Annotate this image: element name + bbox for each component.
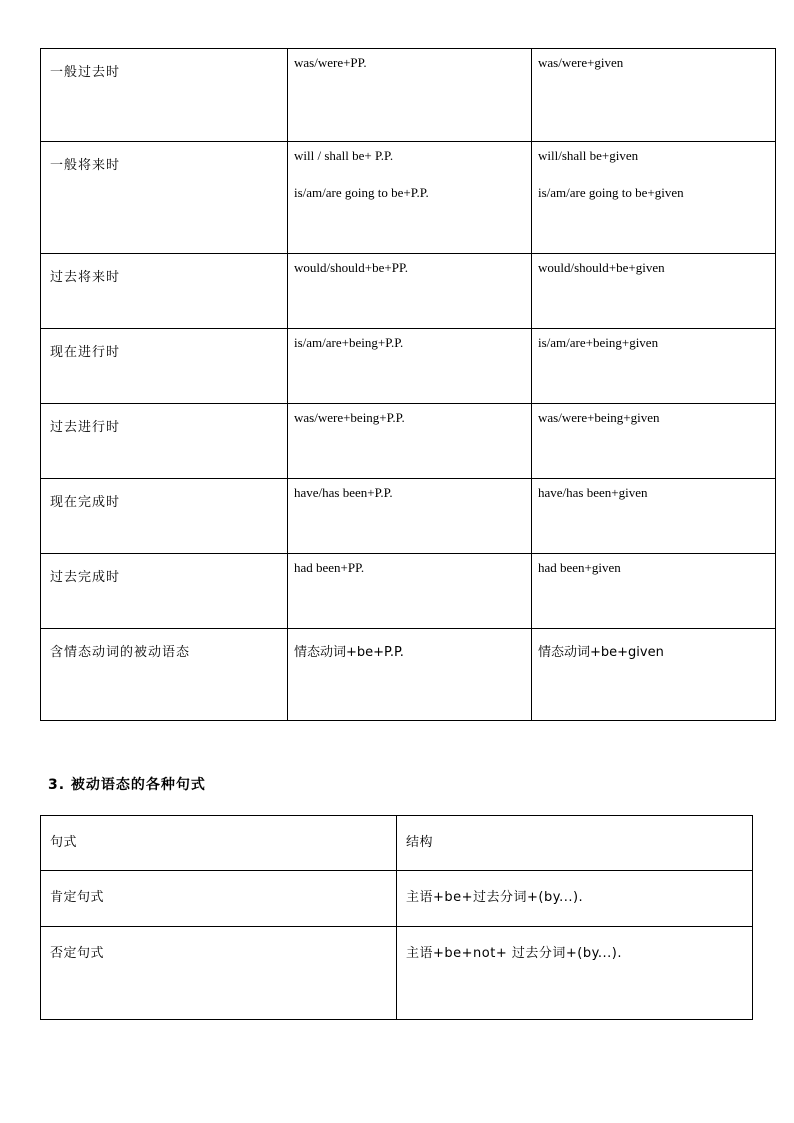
formula-cell: 情态动词+be+P.P.: [288, 629, 532, 721]
example-cell: was/were+being+given: [532, 404, 776, 479]
table-header-row: [41, 816, 753, 871]
tense-label: 一般将来时: [41, 142, 288, 254]
table-row: [41, 927, 753, 1020]
table-row: [41, 629, 776, 721]
table-row: [41, 329, 776, 404]
tense-label: 过去完成时: [41, 554, 288, 629]
example-cell: will/shall be+given is/am/are going to be+given: [532, 142, 776, 254]
tense-table: [40, 48, 776, 721]
table-row: [41, 49, 776, 142]
table-row: [41, 554, 776, 629]
column-header: 结构: [397, 816, 753, 871]
table-row: [41, 404, 776, 479]
tense-label: 过去将来时: [41, 254, 288, 329]
example-cell: 情态动词+be+given: [532, 629, 776, 721]
section-heading: 3. 被动语态的各种句式: [48, 777, 206, 793]
tense-label: 一般过去时: [41, 49, 288, 142]
example-cell: have/has been+given: [532, 479, 776, 554]
tense-label: 现在进行时: [41, 329, 288, 404]
formula-cell: is/am/are+being+P.P.: [288, 329, 532, 404]
table-row: [41, 142, 776, 254]
formula-cell: would/should+be+PP.: [288, 254, 532, 329]
formula-cell: will / shall be+ P.P. is/am/are going to be+P.P.: [288, 142, 532, 254]
tense-label: 现在完成时: [41, 479, 288, 554]
sentence-type: 肯定句式: [41, 871, 397, 927]
sentence-type: 否定句式: [41, 927, 397, 1020]
formula-cell: was/were+PP.: [288, 49, 532, 142]
column-header: 句式: [41, 816, 397, 871]
example-cell: would/should+be+given: [532, 254, 776, 329]
sentence-type-table: [40, 815, 753, 1020]
formula-cell: was/were+being+P.P.: [288, 404, 532, 479]
example-cell: was/were+given: [532, 49, 776, 142]
tense-label: 过去进行时: [41, 404, 288, 479]
formula-cell: have/has been+P.P.: [288, 479, 532, 554]
example-cell: is/am/are+being+given: [532, 329, 776, 404]
table-row: [41, 871, 753, 927]
tense-label: 含情态动词的被动语态: [41, 629, 288, 721]
table-row: [41, 479, 776, 554]
sentence-structure: 主语+be+过去分词+(by...).: [397, 871, 753, 927]
example-cell: had been+given: [532, 554, 776, 629]
formula-cell: had been+PP.: [288, 554, 532, 629]
table-row: [41, 254, 776, 329]
sentence-structure: 主语+be+not+ 过去分词+(by...).: [397, 927, 753, 1020]
